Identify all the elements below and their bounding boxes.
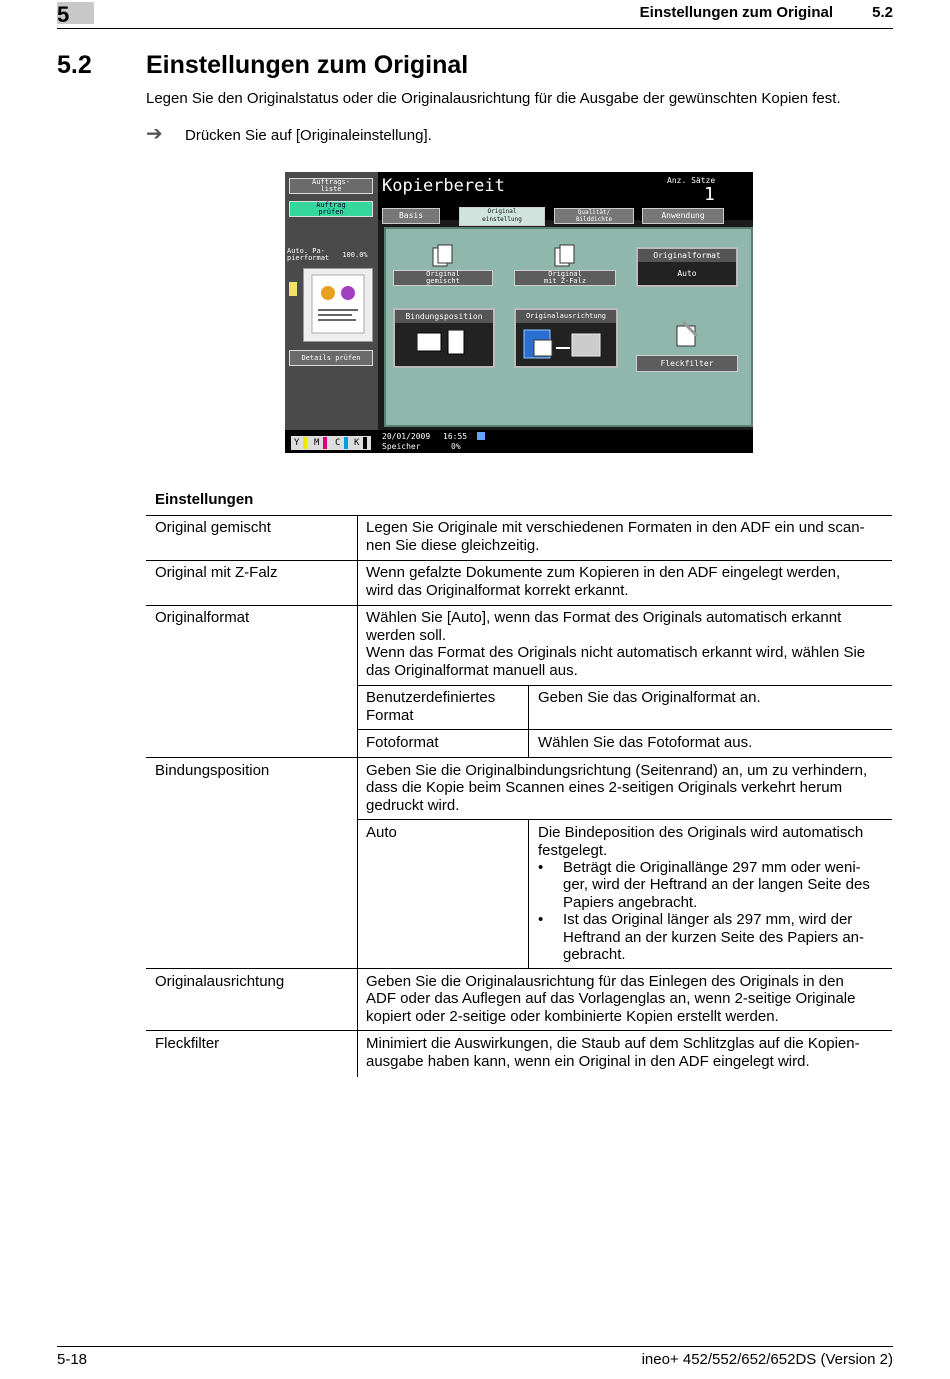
- table-rule: [146, 515, 892, 516]
- row-name-mixed: Original gemischt: [155, 519, 271, 536]
- row-desc-binding-l3: gedruckt wird.: [366, 797, 460, 814]
- zfold-original-icon: [553, 244, 577, 268]
- step-text: Drücken Sie auf [Originaleinstellung].: [185, 127, 432, 144]
- step-arrow-icon: ➔: [146, 123, 163, 145]
- original-format-value: Auto: [677, 269, 697, 278]
- check-job-button[interactable]: Auftrag prüfen: [289, 201, 373, 217]
- toner-m: M: [314, 438, 320, 448]
- bullet-1-l2: ger, wird der Heftrand an der langen Seite des: [563, 876, 870, 893]
- row-desc-direction-l3: kopiert oder 2-seitige oder kombinierte Kopien erstellt werden.: [366, 1008, 779, 1025]
- bullet-marker: •: [538, 911, 544, 928]
- toner-k: K: [354, 438, 360, 448]
- row-desc-format-l4: das Originalformat manuell aus.: [366, 662, 578, 679]
- subrow-desc-auto-l1: Die Bindeposition des Originals wird automatisch: [538, 824, 864, 841]
- bullet-1-l1: Beträgt die Originallänge 297 mm oder weni-: [563, 859, 861, 876]
- row-desc-format-l1: Wählen Sie [Auto], wenn das Format des Originals automatisch erkannt: [366, 609, 842, 626]
- zoom-value: 100.0%: [337, 252, 373, 262]
- toner-y-bar: [303, 437, 307, 449]
- binding-position-label: Bindungsposition: [395, 310, 493, 323]
- bullet-1-l3: Papiers angebracht.: [563, 894, 698, 911]
- row-desc-zfold-l2: wird das Originalformat korrekt erkannt.: [366, 582, 629, 599]
- row-desc-binding-l1: Geben Sie die Originalbindungsrichtung (Seitenrand) an, um zu verhindern,: [366, 762, 868, 779]
- mixed-original-button[interactable]: Original gemischt: [393, 270, 493, 286]
- bullet-2-l3: gebracht.: [563, 946, 626, 963]
- section-title: Einstellungen zum Original: [146, 51, 469, 79]
- page-number: 5-18: [57, 1351, 88, 1368]
- toner-y: Y: [294, 438, 300, 448]
- memory-value: 0%: [451, 442, 461, 451]
- subrow-name-custom-l1: Benutzerdefiniertes: [366, 689, 496, 706]
- network-icon: [477, 432, 485, 440]
- tab-application[interactable]: Anwendung: [642, 208, 724, 224]
- paper-icon: [289, 282, 297, 296]
- toner-c: C: [335, 438, 341, 448]
- row-desc-mixed-l2: nen Sie diese gleichzeitig.: [366, 537, 540, 554]
- row-desc-despeckle-l1: Minimiert die Auswirkungen, die Staub auf dem Schlitzglas auf die Kopien-: [366, 1035, 860, 1052]
- row-name-direction: Originalausrichtung: [155, 973, 285, 990]
- footer-rule: [57, 1346, 893, 1347]
- control-panel-screenshot: [285, 172, 753, 453]
- row-desc-direction-l1: Geben Sie die Originalausrichtung für das Einlegen des Originals in den: [366, 973, 844, 990]
- row-name-zfold: Original mit Z-Falz: [155, 564, 278, 581]
- running-header-title: Einstellungen zum Original: [639, 4, 833, 21]
- row-desc-binding-l2: dass die Kopie beim Scannen eines 2-seitigen Originals verkehrt herum: [366, 779, 843, 796]
- table-rule: [146, 1030, 892, 1031]
- tab-basis[interactable]: Basis: [382, 208, 440, 224]
- chapter-number-box: [57, 2, 94, 27]
- row-name-binding: Bindungsposition: [155, 762, 270, 779]
- sets-value: 1: [704, 184, 715, 205]
- row-desc-format-l3: Wenn das Format des Originals nicht automatisch erkannt wird, wählen Sie: [366, 644, 866, 661]
- subrow-desc-custom: Geben Sie das Originalformat an.: [538, 689, 761, 706]
- original-direction-button[interactable]: [514, 308, 618, 368]
- preview-thumbnail-icon: [304, 269, 372, 341]
- auto-paper-label: Auto. Pa- pierformat: [287, 248, 337, 262]
- tab-original-settings[interactable]: Original einstellung: [459, 207, 545, 226]
- subrow-desc-photo: Wählen Sie das Fotoformat aus.: [538, 734, 753, 751]
- subrow-name-auto: Auto: [366, 824, 397, 841]
- intro-text: Legen Sie den Originalstatus oder die Originalausrichtung für die Ausgabe der gewünschten Kopien fest.: [146, 90, 841, 107]
- table-column-divider: [528, 819, 529, 968]
- toner-k-bar: [363, 437, 367, 449]
- toner-panel: [291, 436, 371, 450]
- bullet-2-l1: Ist das Original länger als 297 mm, wird der: [563, 911, 853, 928]
- bullet-2-l2: Heftrand an der kurzen Seite des Papiers an-: [563, 929, 865, 946]
- table-rule: [357, 819, 892, 820]
- row-desc-despeckle-l2: ausgabe haben kann, wenn ein Original in den ADF eingelegt wird.: [366, 1053, 810, 1070]
- row-desc-zfold-l1: Wenn gefalzte Dokumente zum Kopieren in den ADF eingelegt werden,: [366, 564, 841, 581]
- tab-bar: [378, 205, 753, 227]
- status-date: 20/01/2009: [382, 432, 431, 441]
- chapter-number: 5: [57, 2, 70, 27]
- binding-ab-icon: [417, 330, 469, 356]
- table-rule: [146, 605, 892, 606]
- table-rule: [146, 968, 892, 969]
- original-direction-label: Originalausrichtung: [516, 310, 616, 323]
- despeckle-button[interactable]: Fleckfilter: [636, 355, 738, 372]
- table-column-divider: [528, 685, 529, 757]
- original-direction-icon: [522, 328, 606, 362]
- zfold-original-button[interactable]: Original mit Z-Falz: [514, 270, 616, 286]
- table-rule: [146, 757, 892, 758]
- job-list-button[interactable]: Auftrags- liste: [289, 178, 373, 194]
- table-rule: [357, 729, 892, 730]
- original-format-button[interactable]: [636, 247, 738, 287]
- memory-label: Speicher: [382, 442, 421, 451]
- despeckle-icon: [673, 320, 701, 348]
- subrow-desc-auto-l2: festgelegt.: [538, 842, 608, 859]
- toner-c-bar: [344, 437, 348, 449]
- bullet-marker: •: [538, 859, 544, 876]
- screen-title: Kopierbereit: [382, 176, 505, 196]
- binding-position-button[interactable]: [393, 308, 495, 368]
- original-format-label: Originalformat: [638, 249, 736, 262]
- running-header-section: 5.2: [872, 4, 893, 21]
- tab-quality[interactable]: Qualität/ Bilddichte: [554, 208, 634, 224]
- table-heading: Einstellungen: [155, 491, 254, 508]
- row-desc-direction-l2: ADF oder das Auflegen auf das Vorlagenglas an, wenn 2-seitige Originale: [366, 990, 856, 1007]
- status-time: 16:55: [443, 432, 468, 441]
- table-column-divider: [357, 515, 358, 1077]
- header-rule: [57, 28, 893, 29]
- row-desc-format-l2: werden soll.: [366, 627, 447, 644]
- table-rule: [146, 560, 892, 561]
- status-bar: [285, 430, 753, 453]
- section-number: 5.2: [57, 51, 92, 79]
- row-desc-mixed-l1: Legen Sie Originale mit verschiedenen Formaten in den ADF ein und scan-: [366, 519, 865, 536]
- row-name-despeckle: Fleckfilter: [155, 1035, 220, 1052]
- subrow-name-custom-l2: Format: [366, 707, 414, 724]
- product-name: ineo+ 452/552/652/652DS (Version 2): [641, 1351, 893, 1368]
- mixed-original-icon: [431, 244, 455, 268]
- table-rule: [357, 685, 892, 686]
- details-button[interactable]: Details prüfen: [289, 350, 373, 366]
- toner-m-bar: [323, 437, 327, 449]
- sets-label: Anz. Sätze: [667, 176, 716, 185]
- row-name-format: Originalformat: [155, 609, 250, 626]
- preview-image: [303, 268, 373, 342]
- subrow-name-photo: Fotoformat: [366, 734, 439, 751]
